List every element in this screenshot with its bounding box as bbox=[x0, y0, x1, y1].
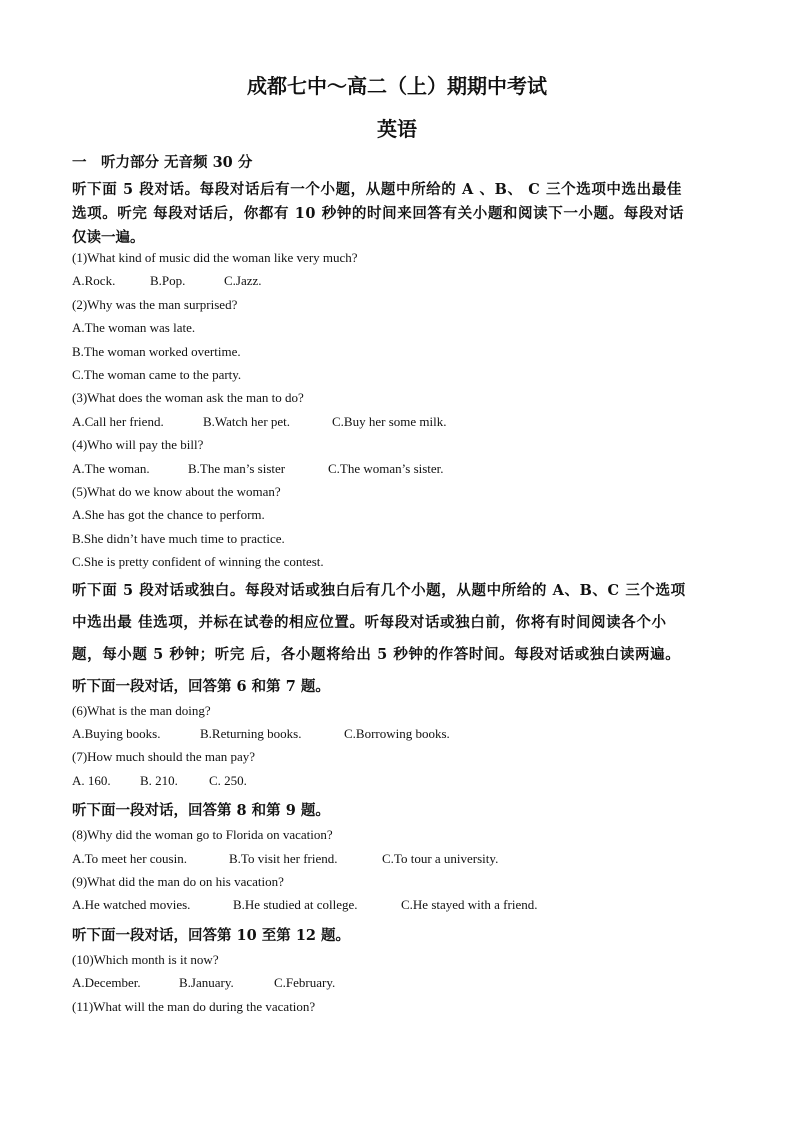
question-2: (2)Why was the man surprised? bbox=[72, 297, 238, 312]
group-heading: 听下面一段对话，回答第 10 至第 12 题。 bbox=[72, 927, 351, 944]
option-a: A.The woman was late. bbox=[72, 320, 196, 335]
option-a: A.He watched movies. bbox=[72, 897, 191, 912]
option-c: C.Jazz. bbox=[224, 273, 262, 288]
option-c: C.Borrowing books. bbox=[344, 726, 450, 741]
option-b: B. 210. bbox=[140, 773, 178, 788]
option-a: A.Rock. bbox=[72, 273, 116, 288]
option-c: C.Buy her some milk. bbox=[332, 414, 447, 429]
option-b: B.He studied at college. bbox=[233, 897, 358, 912]
option-b: B.She didn’t have much time to practice. bbox=[72, 531, 285, 546]
question-3: (3)What does the woman ask the man to do? bbox=[72, 390, 304, 405]
question-11: (11)What will the man do during the vacation? bbox=[72, 999, 316, 1014]
instruction-line: 听下面 5 段对话或独白。每段对话或独白后有几个小题，从题中所给的 A、B、C 三个选项 bbox=[72, 582, 686, 599]
subject-title: 英语 bbox=[377, 117, 417, 141]
option-b: B.Watch her pet. bbox=[203, 414, 291, 429]
question-7: (7)How much should the man pay? bbox=[72, 749, 256, 764]
option-c: C. 250. bbox=[209, 773, 247, 788]
instruction-line: 选项。听完 每段对话后，你都有 10 秒钟的时间来回答有关小题和阅读下一小题。每段对话 bbox=[72, 205, 685, 222]
option-a: A.The woman. bbox=[72, 461, 150, 476]
option-a: A.December. bbox=[72, 975, 141, 990]
question-4: (4)Who will pay the bill? bbox=[72, 437, 204, 452]
question-9: (9)What did the man do on his vacation? bbox=[72, 874, 284, 889]
instruction-line: 听下面 5 段对话。每段对话后有一个小题，从题中所给的 A 、B、 C 三个选项中选出最佳 bbox=[72, 181, 682, 198]
option-b: B.The woman worked overtime. bbox=[72, 344, 241, 359]
instruction-line: 仅读一遍。 bbox=[72, 229, 145, 246]
option-b: B.Returning books. bbox=[200, 726, 302, 741]
option-c: C.He stayed with a friend. bbox=[401, 897, 538, 912]
option-b: B.Pop. bbox=[150, 273, 186, 288]
group-heading: 听下面一段对话，回答第 8 和第 9 题。 bbox=[72, 802, 330, 819]
option-a: A.She has got the chance to perform. bbox=[72, 507, 265, 522]
option-c: C.To tour a university. bbox=[382, 851, 499, 866]
instruction-line: 中选出最 佳选项，并标在试卷的相应位置。听每段对话或独白前，你将有时间阅读各个小 bbox=[72, 614, 667, 631]
option-a: A.Buying books. bbox=[72, 726, 161, 741]
group-heading: 听下面一段对话，回答第 6 和第 7 题。 bbox=[72, 678, 330, 695]
question-6: (6)What is the man doing? bbox=[72, 703, 211, 718]
option-b: B.January. bbox=[179, 975, 234, 990]
option-a: A.To meet her cousin. bbox=[72, 851, 187, 866]
question-5: (5)What do we know about the woman? bbox=[72, 484, 281, 499]
option-b: B.To visit her friend. bbox=[229, 851, 338, 866]
question-10: (10)Which month is it now? bbox=[72, 952, 219, 967]
instruction-line: 题，每小题 5 秒钟；听完 后，各小题将给出 5 秒钟的作答时间。每段对话或独白读两遍。 bbox=[72, 646, 681, 663]
option-a: A.Call her friend. bbox=[72, 414, 164, 429]
option-c: C.The woman’s sister. bbox=[328, 461, 444, 476]
option-c: C.She is pretty confident of winning the contest. bbox=[72, 554, 324, 569]
option-a: A. 160. bbox=[72, 773, 111, 788]
option-c: C.The woman came to the party. bbox=[72, 367, 242, 382]
option-b: B.The man’s sister bbox=[188, 461, 286, 476]
option-c: C.February. bbox=[274, 975, 336, 990]
question-8: (8)Why did the woman go to Florida on vacation? bbox=[72, 827, 333, 842]
section-heading: 一 听力部分 无音频 30 分 bbox=[72, 154, 253, 171]
exam-title: 成都七中～高二（上）期期中考试 bbox=[247, 74, 547, 98]
question-1: (1)What kind of music did the woman like very much? bbox=[72, 250, 358, 265]
